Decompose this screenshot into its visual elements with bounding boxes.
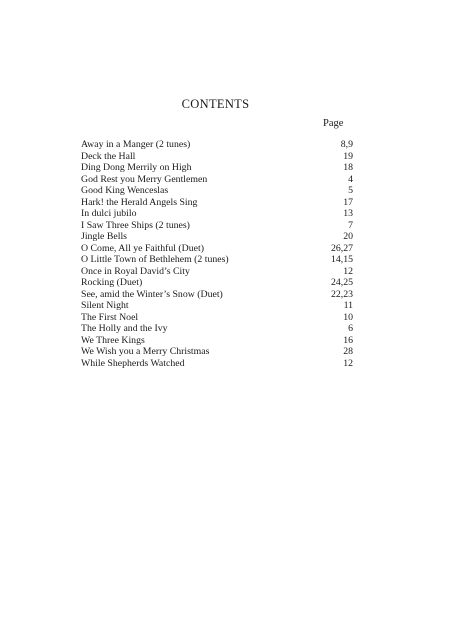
toc-entry	[81, 208, 353, 220]
toc-entry-page: 16	[343, 334, 353, 346]
toc-entry	[81, 243, 353, 255]
toc-entry	[81, 289, 353, 301]
toc-entry-title: O Come, All ye Faithful (Duet)	[81, 242, 204, 254]
toc-entry-page: 8,9	[340, 139, 353, 150]
toc-entry-page: 22,23	[330, 288, 353, 300]
page-title: CONTENTS	[181, 97, 250, 111]
toc-entry-title: We Wish you a Merry Christmas	[81, 346, 210, 357]
toc-entry	[81, 174, 353, 186]
toc-entry-title: Rocking (Duet)	[81, 277, 143, 288]
toc-entry-title: God Rest you Merry Gentlemen	[81, 173, 208, 185]
toc-entry	[81, 323, 353, 335]
toc-entry-page: 5	[348, 185, 353, 196]
toc-entry-title: Away in a Manger (2 tunes)	[81, 139, 191, 150]
toc-entry	[81, 162, 353, 174]
toc-entry	[81, 346, 353, 358]
toc-entry-title: The First Noel	[81, 311, 139, 323]
toc-entry-page: 19	[343, 150, 353, 162]
page-column-label: Page	[323, 118, 344, 129]
toc-entry-title: Good King Wenceslas	[81, 185, 169, 196]
toc-entry-page: 24,25	[330, 277, 353, 288]
toc-entry-page: 6	[348, 323, 353, 334]
toc-entry	[81, 300, 353, 312]
toc-entry-page: 14,15	[330, 254, 353, 265]
toc-entry-page: 13	[343, 208, 353, 219]
toc-entry	[81, 197, 353, 209]
toc-entry-title: I Saw Three Ships (2 tunes)	[81, 219, 190, 231]
toc-entry-title: See, amid the Winter’s Snow (Duet)	[81, 288, 223, 300]
toc-entry-page: 12	[343, 265, 353, 277]
toc-entry	[81, 220, 353, 232]
toc-entry	[81, 231, 353, 243]
toc-entry	[81, 312, 353, 324]
toc-entry-title: Silent Night	[81, 300, 129, 311]
toc-entry-page: 11	[343, 300, 353, 311]
toc-entry-page: 10	[343, 311, 353, 323]
table-of-contents	[81, 139, 353, 369]
toc-entry	[81, 358, 353, 370]
toc-entry-page: 7	[348, 219, 353, 231]
toc-entry-page: 20	[343, 231, 353, 242]
toc-entry-title: Deck the Hall	[81, 150, 136, 162]
toc-entry-title: Hark! the Herald Angels Sing	[81, 196, 198, 208]
toc-entry-title: We Three Kings	[81, 334, 145, 346]
toc-entry-title: Jingle Bells	[81, 231, 127, 242]
toc-entry	[81, 185, 353, 197]
toc-entry	[81, 277, 353, 289]
toc-entry	[81, 254, 353, 266]
toc-entry-title: Once in Royal David’s City	[81, 265, 190, 277]
toc-entry-title: In dulci jubilo	[81, 208, 137, 219]
toc-entry-title: Ding Dong Merrily on High	[81, 162, 192, 173]
toc-entry-page: 28	[343, 346, 353, 357]
toc-entry-title: The Holly and the Ivy	[81, 323, 168, 334]
toc-entry-title: O Little Town of Bethlehem (2 tunes)	[81, 254, 229, 265]
toc-entry	[81, 266, 353, 278]
toc-entry-page: 18	[343, 162, 353, 173]
toc-entry-page: 4	[348, 173, 353, 185]
toc-entry	[81, 335, 353, 347]
toc-entry-title: While Shepherds Watched	[81, 357, 185, 369]
toc-entry	[81, 151, 353, 163]
toc-entry-page: 17	[343, 196, 353, 208]
toc-entry-page: 26,27	[330, 242, 353, 254]
toc-entry-page: 12	[343, 357, 353, 369]
toc-entry	[81, 139, 353, 151]
